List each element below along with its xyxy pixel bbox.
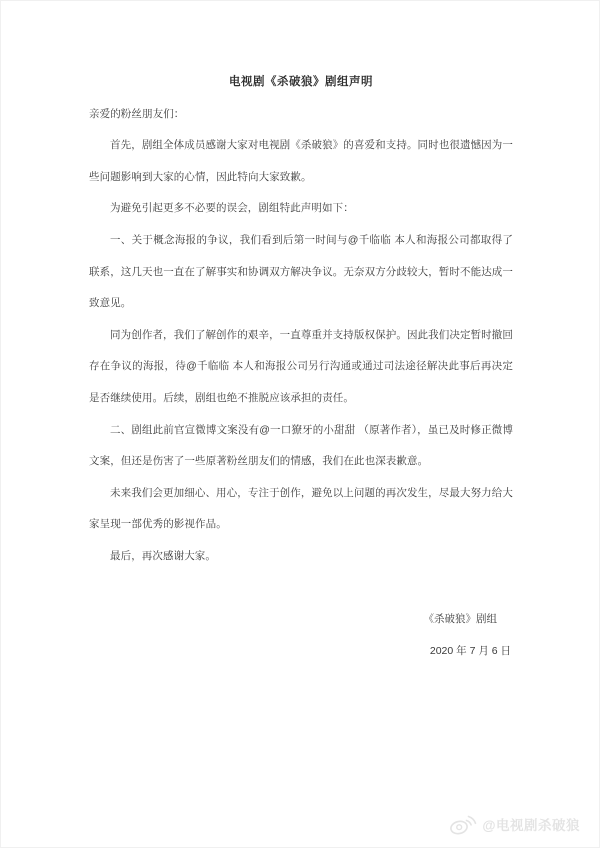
blank-line bbox=[89, 573, 513, 605]
statement-paragraph-intro: 为避免引起更多不必要的误会，剧组特此声明如下： bbox=[110, 202, 354, 215]
statement-date: 2020 年 7 月 6 日 bbox=[429, 644, 511, 657]
signature: 《杀破狼》剧组 bbox=[423, 613, 497, 626]
statement-greeting: 亲爱的粉丝朋友们： bbox=[89, 107, 185, 120]
statement-title: 电视剧《杀破狼》剧组声明 bbox=[229, 76, 373, 88]
statement-content bbox=[89, 67, 513, 667]
statement-paragraph-poster: 同为创作者，我们了解创作的艰辛，一直尊重并支持版权保护。因此我们决定暂时撤回存在争议的海报，待@千临临 本人和海报公司另行沟通或通过司法途径解决此事后再决定是否继续使用。后续，剧组也绝不推脱应该承担的责任。 bbox=[89, 328, 513, 404]
statement-paragraph-point-1: 一、关于概念海报的争议，我们看到后第一时间与@千临临 本人和海报公司都取得了联系，这几天也一直在了解事实和协调双方解决争议。无奈双方分歧较大，暂时不能达成一致意见。 bbox=[89, 233, 513, 310]
statement-paragraph-future: 未来我们会更加细心、用心，专注于创作，避免以上问题的再次发生，尽最大努力给大家呈现一部优秀的影视作品。 bbox=[89, 486, 513, 531]
signature-block bbox=[89, 604, 513, 667]
statement-paragraph-thanks: 首先，剧组全体成员感谢大家对电视剧《杀破狼》的喜爱和支持。同时也很遗憾因为一些问题影响到大家的心情，因此特向大家致歉。 bbox=[89, 139, 513, 183]
watermark-text: @电视剧杀破狼 bbox=[482, 818, 580, 833]
weibo-watermark bbox=[449, 812, 580, 836]
weibo-icon bbox=[449, 812, 477, 836]
statement-paragraph-closing: 最后，再次感谢大家。 bbox=[110, 549, 216, 562]
statement-paragraph-point-2: 二、剧组此前官宣微博文案没有@一口獠牙的小甜甜 （原著作者），虽已及时修正微博文案，但还是伤害了一些原著粉丝朋友们的情感，我们在此也深表歉意。 bbox=[89, 423, 513, 468]
